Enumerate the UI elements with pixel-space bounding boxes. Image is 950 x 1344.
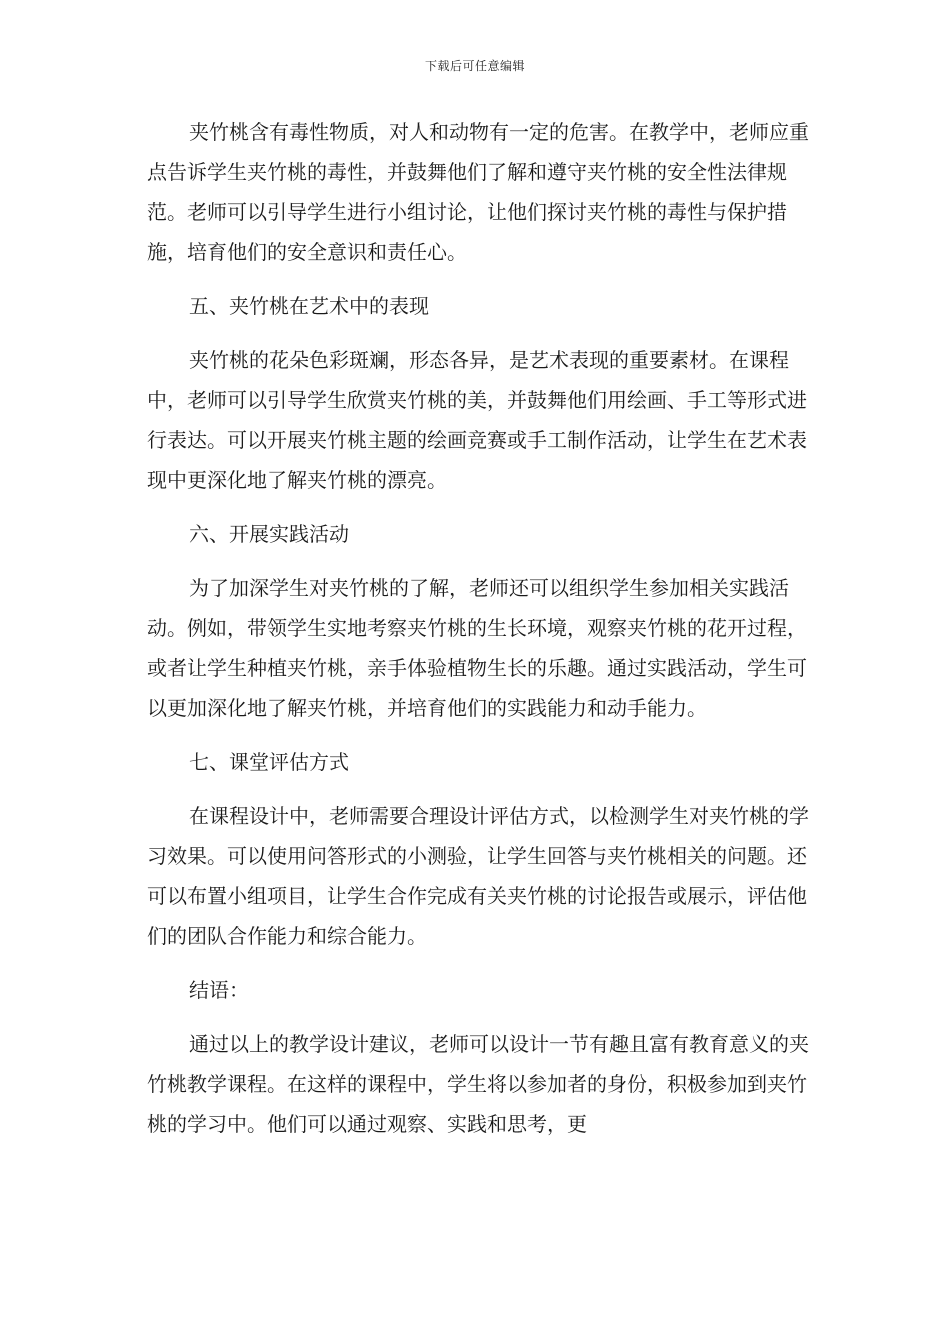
section-heading-practice: 六、开展实践活动 (189, 522, 349, 546)
section-heading-assessment: 七、课堂评估方式 (189, 750, 349, 774)
paragraph-toxicity: 夹竹桃含有毒性物质，对人和动物有一定的危害。在教学中，老师应重点告诉学生夹竹桃的毒性，并鼓舞他们了解和遵守夹竹桃的安全性法律规范。老师可以引导学生进行小组讨论，让他们探讨夹竹桃的毒性与保护措施，培育他们的安全意识和责任心。 (147, 120, 809, 264)
paragraph-assessment: 在课程设计中，老师需要合理设计评估方式，以检测学生对夹竹桃的学习效果。可以使用问答形式的小测验，让学生回答与夹竹桃相关的问题。还可以布置小组项目，让学生合作完成有关夹竹桃的讨论报告或展示，评估他们的团队合作能力和综合能力。 (147, 804, 809, 948)
section-heading-art: 五、夹竹桃在艺术中的表现 (189, 294, 429, 318)
paragraph-conclusion: 通过以上的教学设计建议，老师可以设计一节有趣且富有教育意义的夹竹桃教学课程。在这样的课程中，学生将以参加者的身份，积极参加到夹竹桃的学习中。他们可以通过观察、实践和思考，更 (147, 1032, 809, 1136)
paragraph-practice: 为了加深学生对夹竹桃的了解，老师还可以组织学生参加相关实践活动。例如，带领学生实地考察夹竹桃的生长环境，观察夹竹桃的花开过程，或者让学生种植夹竹桃，亲手体验植物生长的乐趣。通过实践活动，学生可以更加深化地了解夹竹桃，并培育他们的实践能力和动手能力。 (147, 576, 807, 720)
paragraph-art: 夹竹桃的花朵色彩斑斓，形态各异，是艺术表现的重要素材。在课程中，老师可以引导学生欣赏夹竹桃的美，并鼓舞他们用绘画、手工等形式进行表达。可以开展夹竹桃主题的绘画竞赛或手工制作活动，让学生在艺术表现中更深化地了解夹竹桃的漂亮。 (147, 348, 807, 492)
conclusion-label: 结语： (189, 978, 249, 1002)
document-body (147, 112, 817, 1158)
header-note: 下载后可任意编辑 (424, 59, 525, 73)
